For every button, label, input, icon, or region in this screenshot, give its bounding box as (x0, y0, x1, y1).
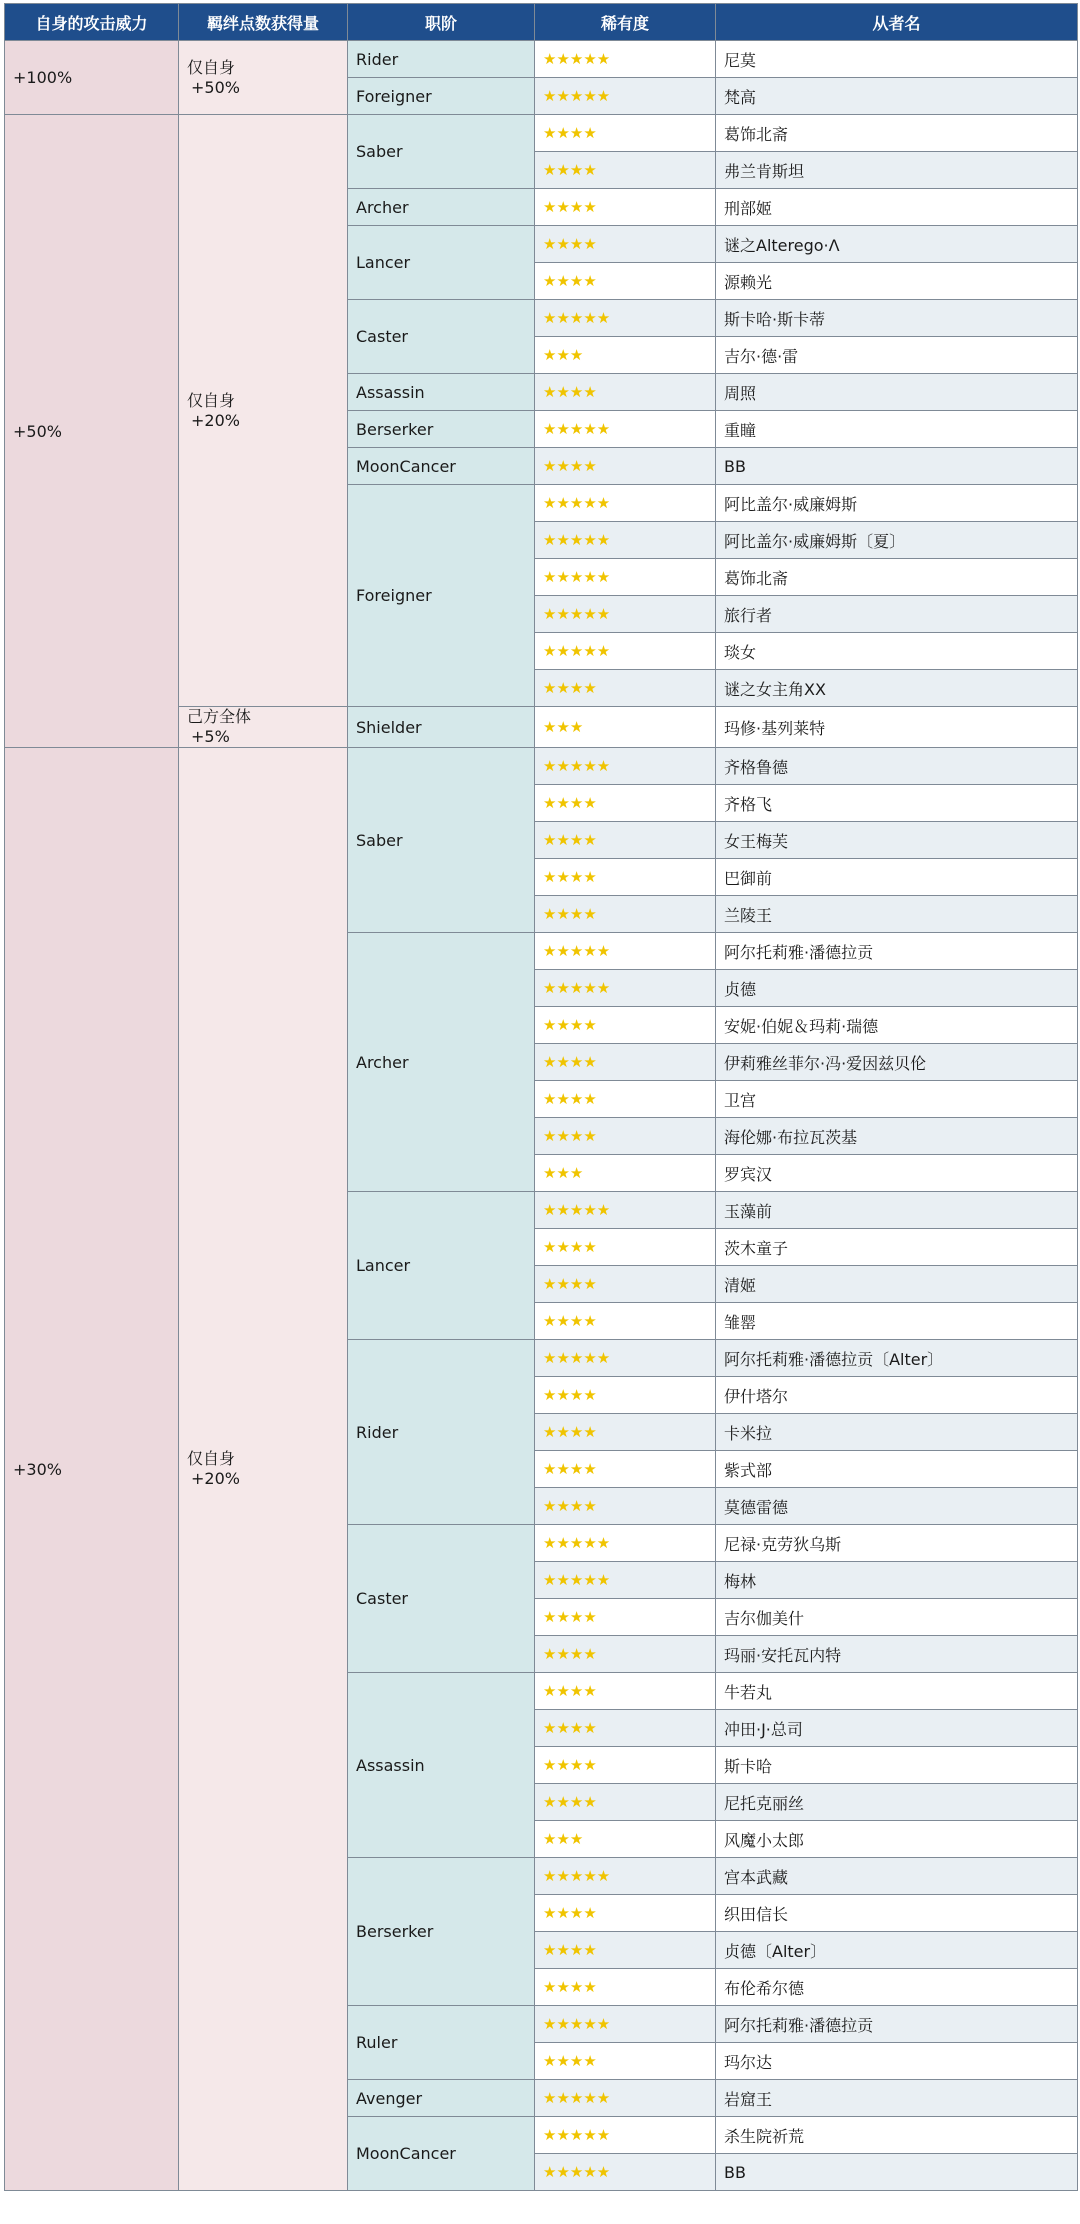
servant-name-cell: 玛丽·安托瓦内特 (716, 1636, 1078, 1673)
header-row (5, 4, 1078, 41)
servant-name-cell: 卡米拉 (716, 1414, 1078, 1451)
bond-value-label: +50% (191, 77, 240, 97)
bond-scope-label: 仅自身 (187, 390, 236, 410)
servant-name-cell: 伊莉雅丝菲尔·冯·爱因兹贝伦 (716, 1044, 1078, 1081)
rarity-stars-cell: ★★★★★ (535, 1562, 716, 1599)
bond-value-label: +20% (191, 410, 240, 430)
rarity-stars-cell: ★★★★★ (535, 2080, 716, 2117)
servant-name-cell: 葛饰北斋 (716, 559, 1078, 596)
header-bond-bonus: 羁绊点数获得量 (179, 4, 348, 41)
rarity-stars-cell: ★★★★ (535, 1636, 716, 1673)
rarity-stars-cell: ★★★★★ (535, 41, 716, 78)
rarity-stars-cell: ★★★★ (535, 1044, 716, 1081)
rarity-stars-cell: ★★★★★ (535, 2006, 716, 2043)
rarity-stars-cell: ★★★ (535, 337, 716, 374)
rarity-stars-cell: ★★★★ (535, 1895, 716, 1932)
class-cell: Foreigner (348, 78, 535, 115)
servant-name-cell: 刑部姬 (716, 189, 1078, 226)
rarity-stars-cell: ★★★★ (535, 374, 716, 411)
bond-bonus-cell (179, 115, 348, 707)
servant-name-cell: 安妮·伯妮＆玛莉·瑞德 (716, 1007, 1078, 1044)
servant-name-cell: 葛饰北斋 (716, 115, 1078, 152)
rarity-stars-cell: ★★★★★ (535, 2154, 716, 2191)
rarity-stars-cell: ★★★★ (535, 1599, 716, 1636)
rarity-stars-cell: ★★★★★ (535, 1340, 716, 1377)
rarity-stars-cell: ★★★★★ (535, 933, 716, 970)
servant-name-cell: 兰陵王 (716, 896, 1078, 933)
servant-name-cell: 巴御前 (716, 859, 1078, 896)
bond-bonus-cell (179, 41, 348, 115)
servant-name-cell: 吉尔伽美什 (716, 1599, 1078, 1636)
class-cell: Saber (348, 748, 535, 933)
rarity-stars-cell: ★★★★★ (535, 1858, 716, 1895)
servant-name-cell: 卫宫 (716, 1081, 1078, 1118)
header-class: 职阶 (348, 4, 535, 41)
rarity-stars-cell: ★★★★ (535, 1784, 716, 1821)
servant-name-cell: 重瞳 (716, 411, 1078, 448)
rarity-stars-cell: ★★★ (535, 1821, 716, 1858)
servant-name-cell: 宫本武藏 (716, 1858, 1078, 1895)
rarity-stars-cell: ★★★★ (535, 1414, 716, 1451)
class-cell: MoonCancer (348, 2117, 535, 2191)
class-cell: Rider (348, 1340, 535, 1525)
servant-name-cell: 布伦希尔德 (716, 1969, 1078, 2006)
rarity-stars-cell: ★★★★★ (535, 748, 716, 785)
rarity-stars-cell: ★★★★ (535, 670, 716, 707)
class-cell: Ruler (348, 2006, 535, 2080)
servant-name-cell: 阿尔托莉雅·潘德拉贡〔Alter〕 (716, 1340, 1078, 1377)
rarity-stars-cell: ★★★★★ (535, 596, 716, 633)
servant-name-cell: 琰女 (716, 633, 1078, 670)
servant-name-cell: 玛尔达 (716, 2043, 1078, 2080)
table-body (5, 41, 1078, 2191)
class-cell: Shielder (348, 707, 535, 748)
servant-name-cell: 织田信长 (716, 1895, 1078, 1932)
class-cell: Saber (348, 115, 535, 189)
servant-name-cell: 风魔小太郎 (716, 1821, 1078, 1858)
servant-name-cell: 阿尔托莉雅·潘德拉贡 (716, 2006, 1078, 2043)
class-cell: Assassin (348, 374, 535, 411)
servant-name-cell: 阿尔托莉雅·潘德拉贡 (716, 933, 1078, 970)
rarity-stars-cell: ★★★★ (535, 263, 716, 300)
servant-name-cell: 周照 (716, 374, 1078, 411)
rarity-stars-cell: ★★★★ (535, 115, 716, 152)
class-cell: Caster (348, 300, 535, 374)
rarity-stars-cell: ★★★★★ (535, 2117, 716, 2154)
rarity-stars-cell: ★★★★★ (535, 411, 716, 448)
rarity-stars-cell: ★★★★ (535, 822, 716, 859)
rarity-stars-cell: ★★★★ (535, 1673, 716, 1710)
table-row (5, 748, 1078, 785)
rarity-stars-cell: ★★★★★ (535, 485, 716, 522)
rarity-stars-cell: ★★★★ (535, 1118, 716, 1155)
rarity-stars-cell: ★★★★ (535, 1710, 716, 1747)
bond-scope-label: 己方全体 (187, 707, 252, 726)
rarity-stars-cell: ★★★★ (535, 448, 716, 485)
header-attack-bonus: 自身的攻击威力 (5, 4, 179, 41)
attack-bonus-cell: +100% (5, 41, 179, 115)
servant-name-cell: 梵高 (716, 78, 1078, 115)
bond-scope-label: 仅自身 (187, 57, 236, 77)
rarity-stars-cell: ★★★★ (535, 1303, 716, 1340)
servant-bonus-table (4, 3, 1078, 2191)
rarity-stars-cell: ★★★★ (535, 226, 716, 263)
servant-name-cell: 吉尔·德·雷 (716, 337, 1078, 374)
rarity-stars-cell: ★★★★ (535, 189, 716, 226)
rarity-stars-cell: ★★★★ (535, 1007, 716, 1044)
table-row (5, 115, 1078, 152)
servant-name-cell: 梅林 (716, 1562, 1078, 1599)
servant-name-cell: 尼托克丽丝 (716, 1784, 1078, 1821)
servant-name-cell: 玛修·基列莱特 (716, 707, 1078, 748)
class-cell: Foreigner (348, 485, 535, 707)
rarity-stars-cell: ★★★★ (535, 859, 716, 896)
rarity-stars-cell: ★★★★ (535, 1229, 716, 1266)
servant-name-cell: 斯卡哈·斯卡蒂 (716, 300, 1078, 337)
class-cell: Rider (348, 41, 535, 78)
servant-name-cell: 清姬 (716, 1266, 1078, 1303)
servant-name-cell: 齐格鲁德 (716, 748, 1078, 785)
servant-name-cell: 齐格飞 (716, 785, 1078, 822)
rarity-stars-cell: ★★★ (535, 707, 716, 748)
rarity-stars-cell: ★★★★ (535, 1488, 716, 1525)
servant-name-cell: 莫德雷德 (716, 1488, 1078, 1525)
rarity-stars-cell: ★★★★ (535, 2043, 716, 2080)
table-row (5, 41, 1078, 78)
rarity-stars-cell: ★★★★★ (535, 633, 716, 670)
servant-name-cell: 伊什塔尔 (716, 1377, 1078, 1414)
servant-name-cell: 弗兰肯斯坦 (716, 152, 1078, 189)
header-servant-name: 从者名 (716, 4, 1078, 41)
bond-bonus-cell (179, 707, 348, 748)
class-cell: Archer (348, 189, 535, 226)
servant-name-cell: 罗宾汉 (716, 1155, 1078, 1192)
rarity-stars-cell: ★★★★★ (535, 300, 716, 337)
rarity-stars-cell: ★★★★ (535, 1377, 716, 1414)
servant-name-cell: 尼莫 (716, 41, 1078, 78)
rarity-stars-cell: ★★★★★ (535, 1525, 716, 1562)
bond-bonus-cell (179, 748, 348, 2191)
class-cell: Archer (348, 933, 535, 1192)
servant-name-cell: 雏罂 (716, 1303, 1078, 1340)
servant-name-cell: 牛若丸 (716, 1673, 1078, 1710)
rarity-stars-cell: ★★★★ (535, 1266, 716, 1303)
rarity-stars-cell: ★★★★ (535, 1081, 716, 1118)
servant-name-cell: 谜之女主角XX (716, 670, 1078, 707)
rarity-stars-cell: ★★★★★ (535, 78, 716, 115)
servant-name-cell: 尼禄·克劳狄乌斯 (716, 1525, 1078, 1562)
servant-name-cell: 杀生院祈荒 (716, 2117, 1078, 2154)
servant-name-cell: BB (716, 448, 1078, 485)
class-cell: MoonCancer (348, 448, 535, 485)
servant-name-cell: BB (716, 2154, 1078, 2191)
servant-name-cell: 冲田·J·总司 (716, 1710, 1078, 1747)
rarity-stars-cell: ★★★★★ (535, 522, 716, 559)
servant-name-cell: 女王梅芙 (716, 822, 1078, 859)
servant-name-cell: 斯卡哈 (716, 1747, 1078, 1784)
servant-name-cell: 旅行者 (716, 596, 1078, 633)
servant-name-cell: 玉藻前 (716, 1192, 1078, 1229)
servant-name-cell: 阿比盖尔·威廉姆斯 (716, 485, 1078, 522)
servant-name-cell: 阿比盖尔·威廉姆斯〔夏〕 (716, 522, 1078, 559)
rarity-stars-cell: ★★★★★ (535, 1192, 716, 1229)
rarity-stars-cell: ★★★ (535, 1155, 716, 1192)
servant-name-cell: 贞德 (716, 970, 1078, 1007)
class-cell: Avenger (348, 2080, 535, 2117)
class-cell: Caster (348, 1525, 535, 1673)
servant-name-cell: 源赖光 (716, 263, 1078, 300)
servant-name-cell: 谜之Alterego·Λ (716, 226, 1078, 263)
servant-name-cell: 紫式部 (716, 1451, 1078, 1488)
class-cell: Berserker (348, 1858, 535, 2006)
bond-scope-label: 仅自身 (187, 1449, 236, 1468)
attack-bonus-cell: +50% (5, 115, 179, 748)
class-cell: Berserker (348, 411, 535, 448)
rarity-stars-cell: ★★★★ (535, 152, 716, 189)
servant-name-cell: 贞德〔Alter〕 (716, 1932, 1078, 1969)
rarity-stars-cell: ★★★★ (535, 1932, 716, 1969)
rarity-stars-cell: ★★★★★ (535, 559, 716, 596)
class-cell: Lancer (348, 1192, 535, 1340)
bond-value-label: +20% (191, 1469, 240, 1488)
servant-name-cell: 海伦娜·布拉瓦茨基 (716, 1118, 1078, 1155)
rarity-stars-cell: ★★★★ (535, 1747, 716, 1784)
rarity-stars-cell: ★★★★ (535, 1451, 716, 1488)
rarity-stars-cell: ★★★★ (535, 1969, 716, 2006)
rarity-stars-cell: ★★★★ (535, 785, 716, 822)
attack-bonus-cell: +30% (5, 748, 179, 2191)
rarity-stars-cell: ★★★★★ (535, 970, 716, 1007)
header-rarity: 稀有度 (535, 4, 716, 41)
class-cell: Lancer (348, 226, 535, 300)
servant-bonus-table-container (4, 3, 1077, 2191)
bond-value-label: +5% (191, 727, 230, 746)
servant-name-cell: 岩窟王 (716, 2080, 1078, 2117)
servant-name-cell: 茨木童子 (716, 1229, 1078, 1266)
class-cell: Assassin (348, 1673, 535, 1858)
rarity-stars-cell: ★★★★ (535, 896, 716, 933)
